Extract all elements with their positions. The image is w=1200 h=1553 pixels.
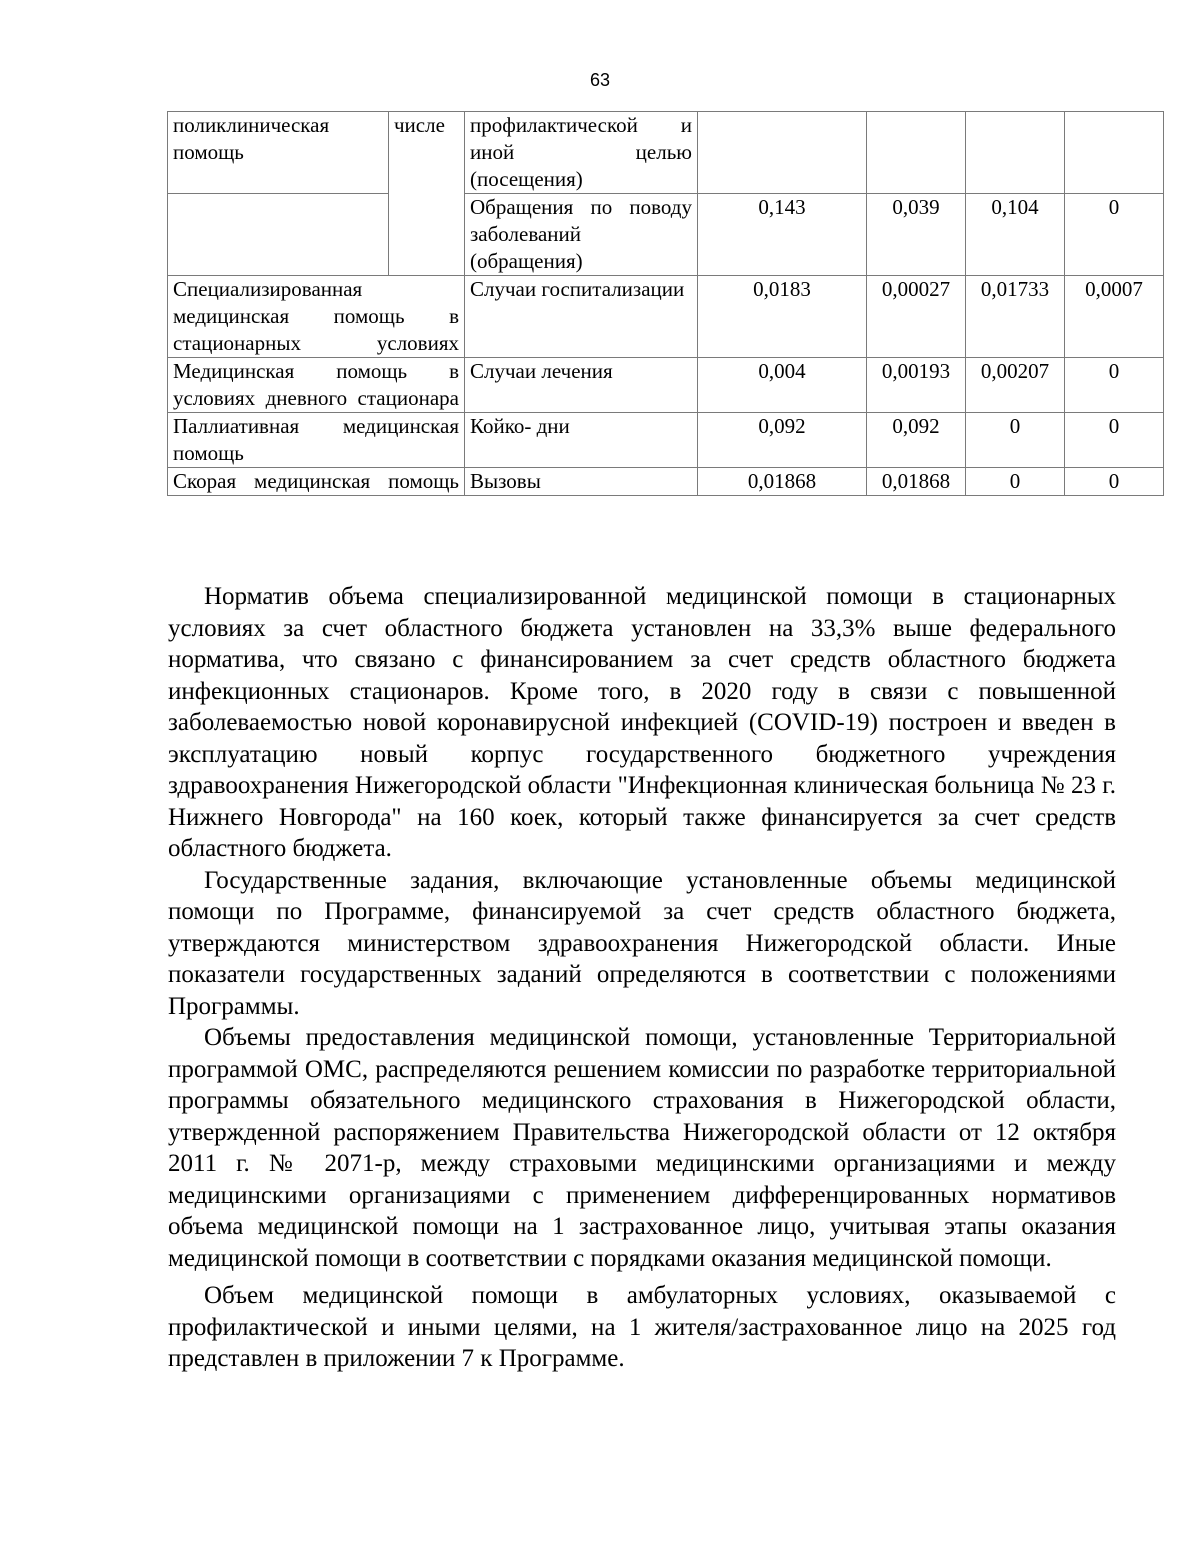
care-type-cell bbox=[168, 194, 389, 276]
paragraph: Норматив объема специализированной медицинской помощи в стационарных условиях за счет областного бюджета установлен на 33,3% выше федерального норматива, что связано с финансированием за счет средств областного бюджета инфекционных стационаров. Кроме того, в 2020 году в связи с повышенной заболеваемостью новой коронавирусной инфекцией (COVID-19) построен и введен в эксплуатацию новый корпус государственного бюджетного учреждения здравоохранения Нижегородской области "Инфекционная клиническая больница № 23 г. Нижнего Новгорода" на 160 коек, который также финансируется за счет средств областного бюджета. bbox=[168, 583, 1116, 862]
care-type-text: Специализированная медицинская помощь в стационарных условиях bbox=[173, 277, 459, 355]
unit-cell: Случаи госпитализации bbox=[465, 276, 698, 358]
care-type-text: Медицинская помощь в условиях дневного стационара bbox=[173, 359, 459, 410]
table-row bbox=[168, 413, 1164, 468]
unit-cell-text: Обращения по поводу заболеваний (обращения) bbox=[470, 195, 692, 273]
value-cell-2: 0,01868 bbox=[867, 468, 966, 496]
unit-cell: Случаи лечения bbox=[465, 358, 698, 413]
care-type-cell bbox=[168, 358, 465, 413]
table-row bbox=[168, 468, 1164, 496]
volume-norms-table bbox=[167, 111, 1164, 496]
unit-cell bbox=[465, 194, 698, 276]
care-type-cell bbox=[168, 276, 465, 358]
body-text bbox=[168, 581, 1116, 1375]
unit-cell-text: профилактической и иной целью (посещения) bbox=[470, 113, 692, 191]
care-type-cell: поликлиническая помощь bbox=[168, 112, 389, 194]
value-cell-2: 0,039 bbox=[867, 194, 966, 276]
value-cell-2: 0,00027 bbox=[867, 276, 966, 358]
unit-cell bbox=[465, 112, 698, 194]
value-cell-3: 0 bbox=[966, 468, 1065, 496]
value-cell-4: 0 bbox=[1065, 194, 1164, 276]
value-cell-4 bbox=[1065, 112, 1164, 194]
value-cell-4: 0 bbox=[1065, 358, 1164, 413]
paragraph: Государственные задания, включающие установленные объемы медицинской помощи по Программе, финансируемой за счет средств областного бюджета, утверждаются министерством здравоохранения Нижегородской области. Иные показатели государственных заданий определяются в соответствии с положениями Программы. bbox=[168, 866, 1116, 1020]
value-cell-1: 0,004 bbox=[698, 358, 867, 413]
value-cell-2 bbox=[867, 112, 966, 194]
value-cell-3: 0,104 bbox=[966, 194, 1065, 276]
unit-cell: Койко- дни bbox=[465, 413, 698, 468]
care-type-text: Скорая медицинская помощь bbox=[173, 469, 459, 493]
value-cell-2: 0,092 bbox=[867, 413, 966, 468]
value-cell-2: 0,00193 bbox=[867, 358, 966, 413]
value-cell-3: 0,01733 bbox=[966, 276, 1065, 358]
table-row bbox=[168, 112, 1164, 194]
page-number: 63 bbox=[589, 70, 611, 90]
value-cell-1: 0,0183 bbox=[698, 276, 867, 358]
value-cell-1: 0,143 bbox=[698, 194, 867, 276]
care-type-cell bbox=[168, 413, 465, 468]
value-cell-1 bbox=[698, 112, 867, 194]
value-cell-3: 0,00207 bbox=[966, 358, 1065, 413]
table-row bbox=[168, 194, 1164, 276]
value-cell-4: 0 bbox=[1065, 413, 1164, 468]
value-cell-3 bbox=[966, 112, 1065, 194]
table-row bbox=[168, 276, 1164, 358]
care-type-text: Паллиативная медицинская помощь bbox=[173, 414, 459, 465]
care-type-cell bbox=[168, 468, 465, 496]
value-cell-4: 0,0007 bbox=[1065, 276, 1164, 358]
value-cell-3: 0 bbox=[966, 413, 1065, 468]
value-cell-1: 0,01868 bbox=[698, 468, 867, 496]
table-row bbox=[168, 358, 1164, 413]
unit-cell: Вызовы bbox=[465, 468, 698, 496]
paragraph: Объем медицинской помощи в амбулаторных условиях, оказываемой с профилактической и иными целями, на 1 жителя/застрахованное лицо на 2025 год представлен в приложении 7 к Программе. bbox=[168, 1282, 1116, 1372]
care-type-cell-continued: числе bbox=[389, 112, 465, 276]
value-cell-4: 0 bbox=[1065, 468, 1164, 496]
paragraph: Объемы предоставления медицинской помощи, установленные Территориальной программой ОМС, распределяются решением комиссии по разработке территориальной программы обязательного медицинского страхования в Нижегородской области, утвержденной распоряжением Правительства Нижегородской области от 12 октября 2011 г. № 2071-р, между страховыми медицинскими организациями и между медицинскими организациями с применением дифференцированных нормативов объема медицинской помощи на 1 застрахованное лицо, учитывая этапы оказания медицинской помощи в соответствии с порядками оказания медицинской помощи. bbox=[168, 1024, 1116, 1272]
value-cell-1: 0,092 bbox=[698, 413, 867, 468]
